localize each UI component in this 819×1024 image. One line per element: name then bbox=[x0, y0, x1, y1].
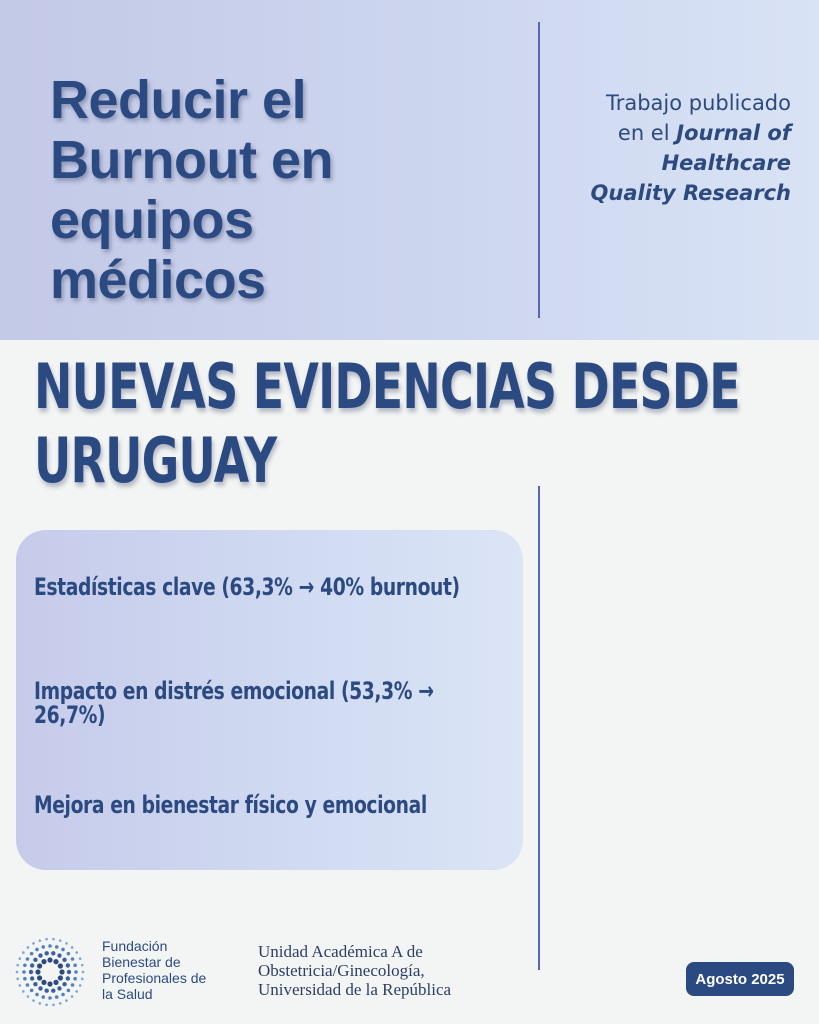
foundation-name bbox=[102, 938, 206, 1002]
logo-dot bbox=[67, 970, 71, 974]
logo-dot bbox=[62, 982, 66, 986]
foundation-name-line-2: Bienestar de bbox=[102, 954, 181, 970]
main-title bbox=[50, 70, 520, 310]
logo-dot bbox=[45, 938, 48, 941]
logo-dot bbox=[38, 953, 42, 957]
logo-dot bbox=[48, 996, 52, 1000]
logo-dot bbox=[26, 957, 30, 961]
logo-dot bbox=[71, 983, 75, 987]
logo-dot bbox=[58, 975, 63, 980]
academic-unit bbox=[258, 942, 528, 999]
logo-dot bbox=[16, 964, 19, 967]
main-title-line-3: equipos bbox=[50, 190, 254, 250]
foundation-name-line-3: Profesionales de bbox=[102, 970, 207, 986]
main-title-line-4: médicos bbox=[50, 250, 266, 310]
logo-dot bbox=[65, 942, 68, 945]
academic-unit-line-1: Unidad Académica A de bbox=[258, 942, 423, 961]
logo-dot bbox=[62, 958, 66, 962]
logo-dot bbox=[47, 957, 52, 962]
logo-dot bbox=[67, 989, 71, 993]
logo-dot bbox=[59, 969, 64, 974]
logo-dot bbox=[16, 978, 19, 981]
logo-dot bbox=[75, 951, 78, 954]
logo-dot bbox=[22, 951, 25, 954]
publication-note bbox=[531, 88, 791, 208]
highlight-emotional-distress-line-2: 26,7%) bbox=[34, 701, 106, 729]
foundation-name-line-4: la Salud bbox=[102, 986, 153, 1002]
logo-dot bbox=[66, 963, 70, 967]
logo-dot bbox=[30, 976, 34, 980]
logo-dot bbox=[71, 946, 74, 949]
logo-dot bbox=[45, 989, 49, 993]
logo-dot bbox=[74, 970, 78, 974]
dotted-circle-logo-icon bbox=[12, 934, 88, 1010]
logo-dot bbox=[30, 952, 34, 956]
highlight-wellbeing: Mejora en bienestar físico y emocional bbox=[34, 791, 427, 819]
logo-dot bbox=[45, 1004, 48, 1007]
logo-dot bbox=[41, 995, 45, 999]
journal-name-1: Journal of bbox=[676, 121, 791, 145]
main-title-line-1: Reducir el bbox=[50, 70, 307, 130]
logo-dot bbox=[53, 980, 58, 985]
highlights-card bbox=[16, 530, 523, 870]
logo-dot bbox=[26, 983, 30, 987]
logo-dot bbox=[57, 986, 61, 990]
logo-dot bbox=[19, 984, 22, 987]
logo-dot bbox=[81, 964, 84, 967]
logo-dot bbox=[53, 959, 58, 964]
logo-dot bbox=[57, 953, 61, 957]
logo-dot bbox=[37, 975, 42, 980]
logo-dot bbox=[67, 952, 71, 956]
logo-dot bbox=[52, 938, 55, 941]
logo-dot bbox=[51, 951, 55, 955]
logo-dot bbox=[52, 1004, 55, 1007]
journal-name-2: Healthcare bbox=[661, 151, 791, 175]
logo-dot bbox=[79, 984, 82, 987]
logo-dot bbox=[61, 948, 65, 952]
logo-dot bbox=[23, 963, 27, 967]
logo-dot bbox=[41, 945, 45, 949]
publication-line-1: Trabajo publicado bbox=[605, 91, 791, 115]
logo-dot bbox=[71, 995, 74, 998]
logo-dot bbox=[30, 989, 34, 993]
logo-dot bbox=[75, 990, 78, 993]
logo-dot bbox=[47, 981, 52, 986]
logo-dot bbox=[22, 990, 25, 993]
logo-dot bbox=[81, 978, 84, 981]
publication-line-2 bbox=[531, 118, 791, 148]
logo-dot bbox=[33, 958, 37, 962]
logo-dot bbox=[79, 957, 82, 960]
logo-dot bbox=[38, 986, 42, 990]
logo-dot bbox=[55, 945, 59, 949]
logo-dot bbox=[71, 957, 75, 961]
logo-dot bbox=[55, 995, 59, 999]
logo-dot bbox=[16, 971, 19, 974]
logo-dot bbox=[82, 971, 85, 974]
logo-dot bbox=[59, 939, 62, 942]
foundation-name-line-1: Fundación bbox=[102, 938, 168, 954]
logo-dot bbox=[48, 944, 52, 948]
highlight-emotional-distress-line-1: Impacto en distrés emocional (53,3% → bbox=[34, 677, 434, 705]
headline-line-1: NUEVAS EVIDENCIAS DESDE bbox=[34, 350, 740, 423]
logo-dot bbox=[45, 951, 49, 955]
logo-dot bbox=[32, 942, 35, 945]
academic-unit-line-3: Universidad de la República bbox=[258, 980, 452, 999]
logo-dot bbox=[30, 963, 34, 967]
logo-dot bbox=[22, 970, 26, 974]
foundation-logo bbox=[12, 930, 222, 1010]
headline-line-2: URUGUAY bbox=[34, 424, 277, 497]
logo-dot bbox=[29, 970, 33, 974]
logo-dot bbox=[66, 976, 70, 980]
logo-dot bbox=[37, 963, 42, 968]
main-title-line-2: Burnout en bbox=[50, 130, 333, 190]
logo-dot bbox=[33, 982, 37, 986]
logo-dot bbox=[51, 989, 55, 993]
logo-dot bbox=[27, 995, 30, 998]
date-badge: Agosto 2025 bbox=[686, 962, 794, 996]
logo-dot bbox=[41, 959, 46, 964]
logo-dot bbox=[73, 977, 77, 981]
logo-dot bbox=[35, 948, 39, 952]
journal-name-3: Quality Research bbox=[590, 181, 791, 205]
vertical-divider-bottom bbox=[538, 486, 540, 970]
logo-dot bbox=[59, 1002, 62, 1005]
logo-dot bbox=[61, 993, 65, 997]
logo-dot bbox=[35, 969, 40, 974]
logo-dot bbox=[39, 939, 42, 942]
logo-dot bbox=[32, 999, 35, 1002]
logo-dot bbox=[35, 993, 39, 997]
publication-prefix: en el bbox=[617, 121, 677, 145]
logo-dot bbox=[65, 999, 68, 1002]
logo-dot bbox=[19, 957, 22, 960]
headline bbox=[34, 350, 740, 498]
highlight-statistics: Estadísticas clave (63,3% → 40% burnout) bbox=[34, 573, 460, 601]
logo-dot bbox=[27, 946, 30, 949]
academic-unit-line-2: Obstetricia/Ginecología, bbox=[258, 961, 425, 980]
logo-dot bbox=[58, 963, 63, 968]
logo-dot bbox=[41, 980, 46, 985]
logo-dot bbox=[23, 977, 27, 981]
logo-dot bbox=[39, 1002, 42, 1005]
logo-dot bbox=[73, 963, 77, 967]
